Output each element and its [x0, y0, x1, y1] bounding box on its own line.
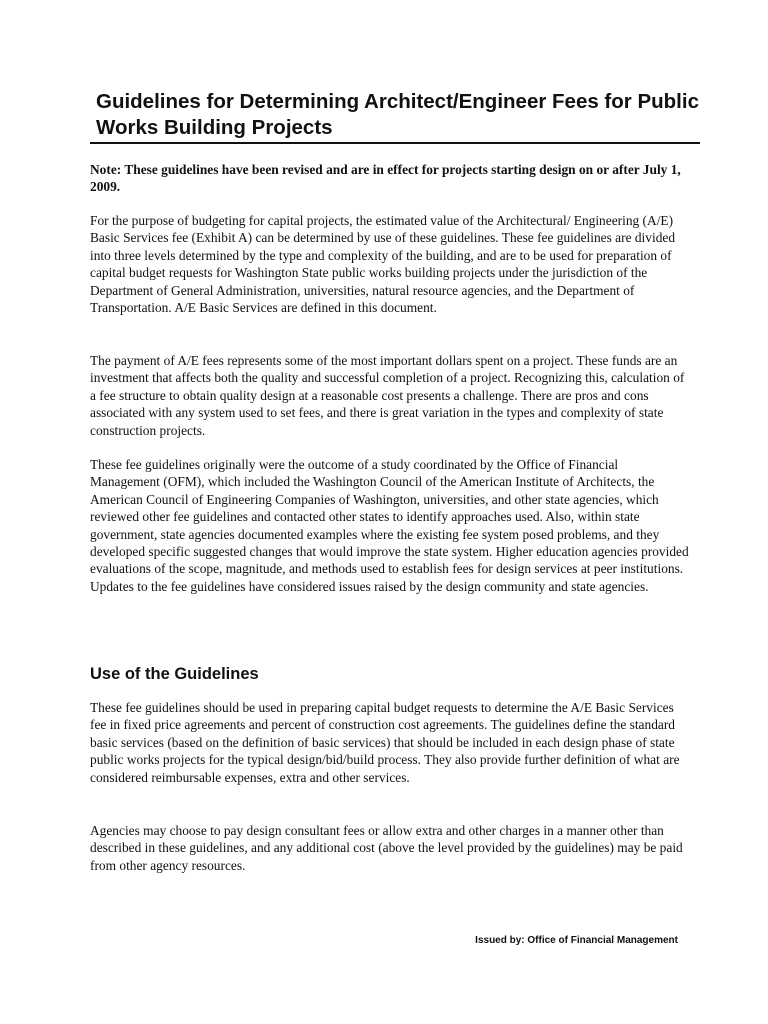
title-divider [90, 142, 700, 144]
section-heading-use-of-guidelines: Use of the Guidelines [90, 665, 259, 683]
revision-note: Note: These guidelines have been revised and are in effect for projects starting design on or after July 1, 2009. [90, 162, 681, 195]
paragraph-fee-importance: The payment of A/E fees represents some of the most important dollars spent on a project. These funds are an investment that affects both the quality and successful completion of a project. Recognizing this, calculation of a fee structure to obtain quality design at a reasonable cost presents a challenge. There are pros and cons associated with any system used to set fees, and there is great variation in the types and complexity of state construction projects. [90, 353, 685, 438]
paragraph-guidelines-usage: These fee guidelines should be used in preparing capital budget requests to determine the A/E Basic Services fee in fixed price agreements and percent of construction cost agreements. The guidelines define the standard basic services (based on the definition of basic services) that should be included in each design phase of state public works projects for the typical design/bid/build process. They also provide further definition of what are considered reimbursable expenses, extra and other services. [90, 700, 680, 785]
document-title: Guidelines for Determining Architect/Engineer Fees for Public Works Building Projects [96, 90, 699, 139]
paragraph-budgeting-purpose: For the purpose of budgeting for capital projects, the estimated value of the Architectural/ Engineering (A/E) Basic Services fee (Exhibit A) can be determined by use of these guidelines. These fee guidelines are divided into three levels determined by the type and complexity of the building, and are to be used for preparation of capital budget requests for Washington State public works building projects under the jurisdiction of the Department of General Administration, universities, natural resource agencies, and the Department of Transportation. A/E Basic Services are defined in this document. [90, 213, 676, 316]
page-footer-issuer: Issued by: Office of Financial Management [475, 935, 678, 946]
paragraph-agency-options: Agencies may choose to pay design consultant fees or allow extra and other charges in a manner other than described in these guidelines, and any additional cost (above the level provided by the guidelines) may be paid from other agency resources. [90, 823, 683, 873]
paragraph-guidelines-origin: These fee guidelines originally were the outcome of a study coordinated by the Office of Financial Management (OFM), which included the Washington Council of the American Institute of Architects, the American Council of Engineering Companies of Washington, universities, and other state agencies, which reviewed other fee guidelines and contacted other states to identify approaches used. Also, within state government, state agencies documented examples where the existing fee system posed problems, and they developed specific suggested changes that would improve the state system. Higher education agencies provided evaluations of the scope, magnitude, and methods used to establish fees for design services at peer institutions. Updates to the fee guidelines have considered issues raised by the design community and state agencies. [90, 457, 689, 594]
